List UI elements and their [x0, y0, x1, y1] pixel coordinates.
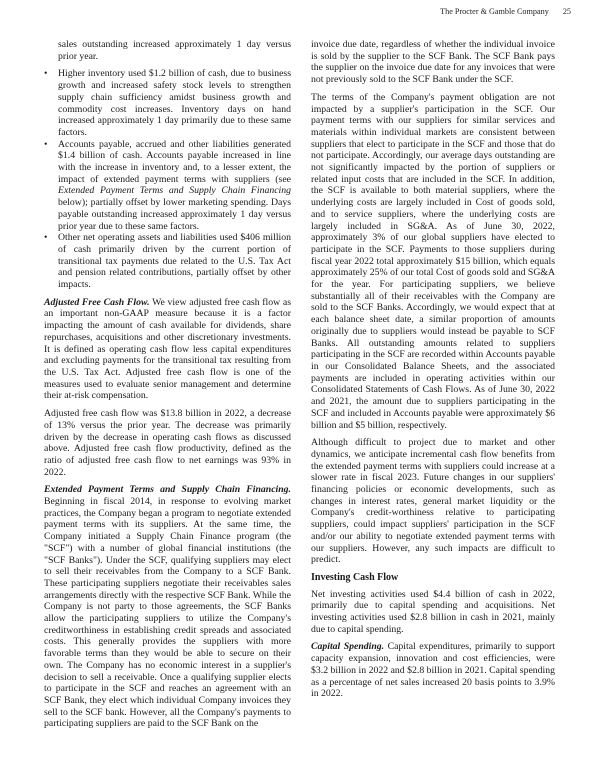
investing-paragraph: Net investing activities used $4.4 billion of cash in 2022, primarily due to capital spending and acquisitions. Net investing activities used $2.8 billion in cash in 2021, mainly due to capital spending. [311, 588, 555, 635]
capex-text: Capital expenditures, primarily to support capacity expansion, innovation and cost efficiencies, were $3.2 billion in 2022 and $2.8 billion in 2021. Capital spending as a percentage of net sales increased 20 basis points to 3.9% in 2022. [311, 641, 556, 700]
left-column [44, 39, 291, 736]
bullet-text: below); partially offset by lower marketing spending. Days payable outstanding increased approximately 1 day versus prior year due to these same factors. [58, 197, 291, 232]
company-name: The Procter & Gamble Company [440, 7, 549, 16]
continuation-text: invoice due date, regardless of whether the individual invoice is sold by the supplier to the SCF Bank. The SCF Bank pays the supplier on the invoice due date for any invoices that were not previously sold to the SCF Bank under the SCF. [311, 39, 555, 86]
capex-paragraph [311, 641, 555, 700]
bullet-accounts-payable [44, 139, 291, 233]
scf-heading: Extended Payment Terms and Supply Chain Financing. [44, 484, 291, 496]
bullet-text: Other net operating assets and liabilities used $406 million of cash primarily driven by the current portion of transitional tax payments due related to the U.S. Tax Act and pension related contributions, partially offset by other impacts. [58, 232, 291, 291]
payment-terms-paragraph: The terms of the Company's payment obligation are not impacted by a supplier's participation in the SCF. Our payment terms with our suppliers for similar services and materials within individual markets are consistent between suppliers that elect to participate in the SCF and those that do not participate. Accordingly, our average days outstanding are not significantly impacted by the portion of suppliers or related input costs that are included in the SCF. In addition, the SCF is available to both material suppliers, where the underlying costs are largely included in Cost of goods sold, and to service suppliers, where the underlying costs are largely included in SG&A. As of June 30, 2022, approximately 3% of our global suppliers have elected to participate in the SCF. Payments to those suppliers during fiscal year 2022 total approximately $15 billion, which equals approximately 25% of our total Cost of goods sold and SG&A for the year. For participating suppliers, we believe substantially all of their receivables with the Company are sold to the SCF Banks. Accordingly, we would expect that at each balance sheet date, a similar proportion of amounts originally due to suppliers would instead be payable to SCF Banks. All outstanding amounts related to suppliers participating in the SCF are recorded within Accounts payable in our Consolidated Balance Sheets, and the associated payments are included in operating activities within our Consolidated Statements of Cash Flows. As of June 30, 2022 and 2021, the amount due to suppliers participating in the SCF and included in Accounts payable were approximately $6 billion and $5 billion, respectively. [311, 91, 555, 431]
adjusted-fcf-results: Adjusted free cash flow was $13.8 billion in 2022, a decrease of 13% versus the prior year. The decrease was primarily driven by the decrease in operating cash flows as discussed above. Adjusted free cash flow productivity, defined as the ratio of adjusted free cash flow to net earnings was 93% in 2022. [44, 408, 291, 478]
bullet-text: Accounts payable, accrued and other liabilities generated $1.4 billion of cash. Accounts payable increased in line with the increase in inventory and, to a lesser extent, the impact of extended payment terms with suppliers (see [58, 138, 291, 185]
bullet-other-net-operating [44, 232, 291, 291]
bullet-icon: • [44, 68, 48, 80]
bullet-icon: • [44, 138, 48, 150]
investing-cash-flow-heading: Investing Cash Flow [311, 571, 399, 583]
scf-paragraph [44, 484, 291, 730]
adjusted-fcf-text: We view adjusted free cash flow as an important non-GAAP measure because it is a factor impacting the amount of cash available for dividends, share repurchases, acquisitions and other discretionary investments. It is defined as operating cash flow less capital expenditures and excluding payments for the transitional tax resulting from the U.S. Tax Act. Adjusted free cash flow is one of the measures used to evaluate senior management and determine their at-risk compensation. [44, 296, 292, 402]
adjusted-fcf-paragraph [44, 297, 291, 402]
bullet-icon: • [44, 232, 48, 244]
operating-cash-bullets [44, 68, 291, 290]
right-column [311, 39, 555, 706]
scf-text: Beginning in fiscal 2014, in response to evolving market practices, the Company began a program to negotiate extended payment terms with its suppliers. At the same time, the Company initiated a Supply Chain Finance program (the "SCF") with a number of global financial institutions (the "SCF Banks"). Under the SCF, qualifying suppliers may elect to sell their receivables from the Company to a SCF Bank. These participating suppliers negotiate their receivables sales arrangements directly with the respective SCF Bank. While the Company is not party to those agreements, the SCF Banks allow the participating suppliers to utilize the Company's creditworthiness in establishing credit spreads and associated costs. This generally provides the suppliers with more favorable terms than they would be able to secure on their own. The Company has no economic interest in a supplier's decision to sell a receivable. Once a qualifying supplier elects to participate in the SCF and reaches an agreement with an SCF Bank, they elect which individual Company invoices they sell to the SCF bank. However, all the Company's payments to participating suppliers are paid to the SCF Bank on the [44, 496, 291, 730]
adjusted-fcf-heading: Adjusted Free Cash Flow. [44, 296, 150, 308]
bullet-inventory [44, 68, 291, 138]
page-header [440, 7, 571, 16]
capex-heading: Capital Spending. [311, 641, 385, 653]
bullet-text: Higher inventory used $1.2 billion of cash, due to business growth and increased safety stock levels to strengthen supply chain sufficiency amidst business growth and commodity cost increases. Inventory days on hand increased approximately 1 day primarily due to these same factors. [58, 68, 291, 138]
outlook-paragraph: Although difficult to project due to market and other dynamics, we anticipate incremental cash flow benefits from the extended payment terms with suppliers could increase at a slower rate in fiscal 2023. Future changes in our suppliers' financing policies or economic developments, such as changes in interest rates, general market liquidity or the Company's credit-worthiness relative to participating suppliers, could impact suppliers' participation in the SCF and/or our ability to negotiate extended payment terms with our suppliers. However, any such impacts are difficult to predict. [311, 437, 555, 566]
page-number: 25 [562, 7, 571, 16]
continuation-text: sales outstanding increased approximately 1 day versus prior year. [58, 39, 291, 62]
cross-reference: Extended Payment Terms and Supply Chain Financing [58, 185, 291, 197]
